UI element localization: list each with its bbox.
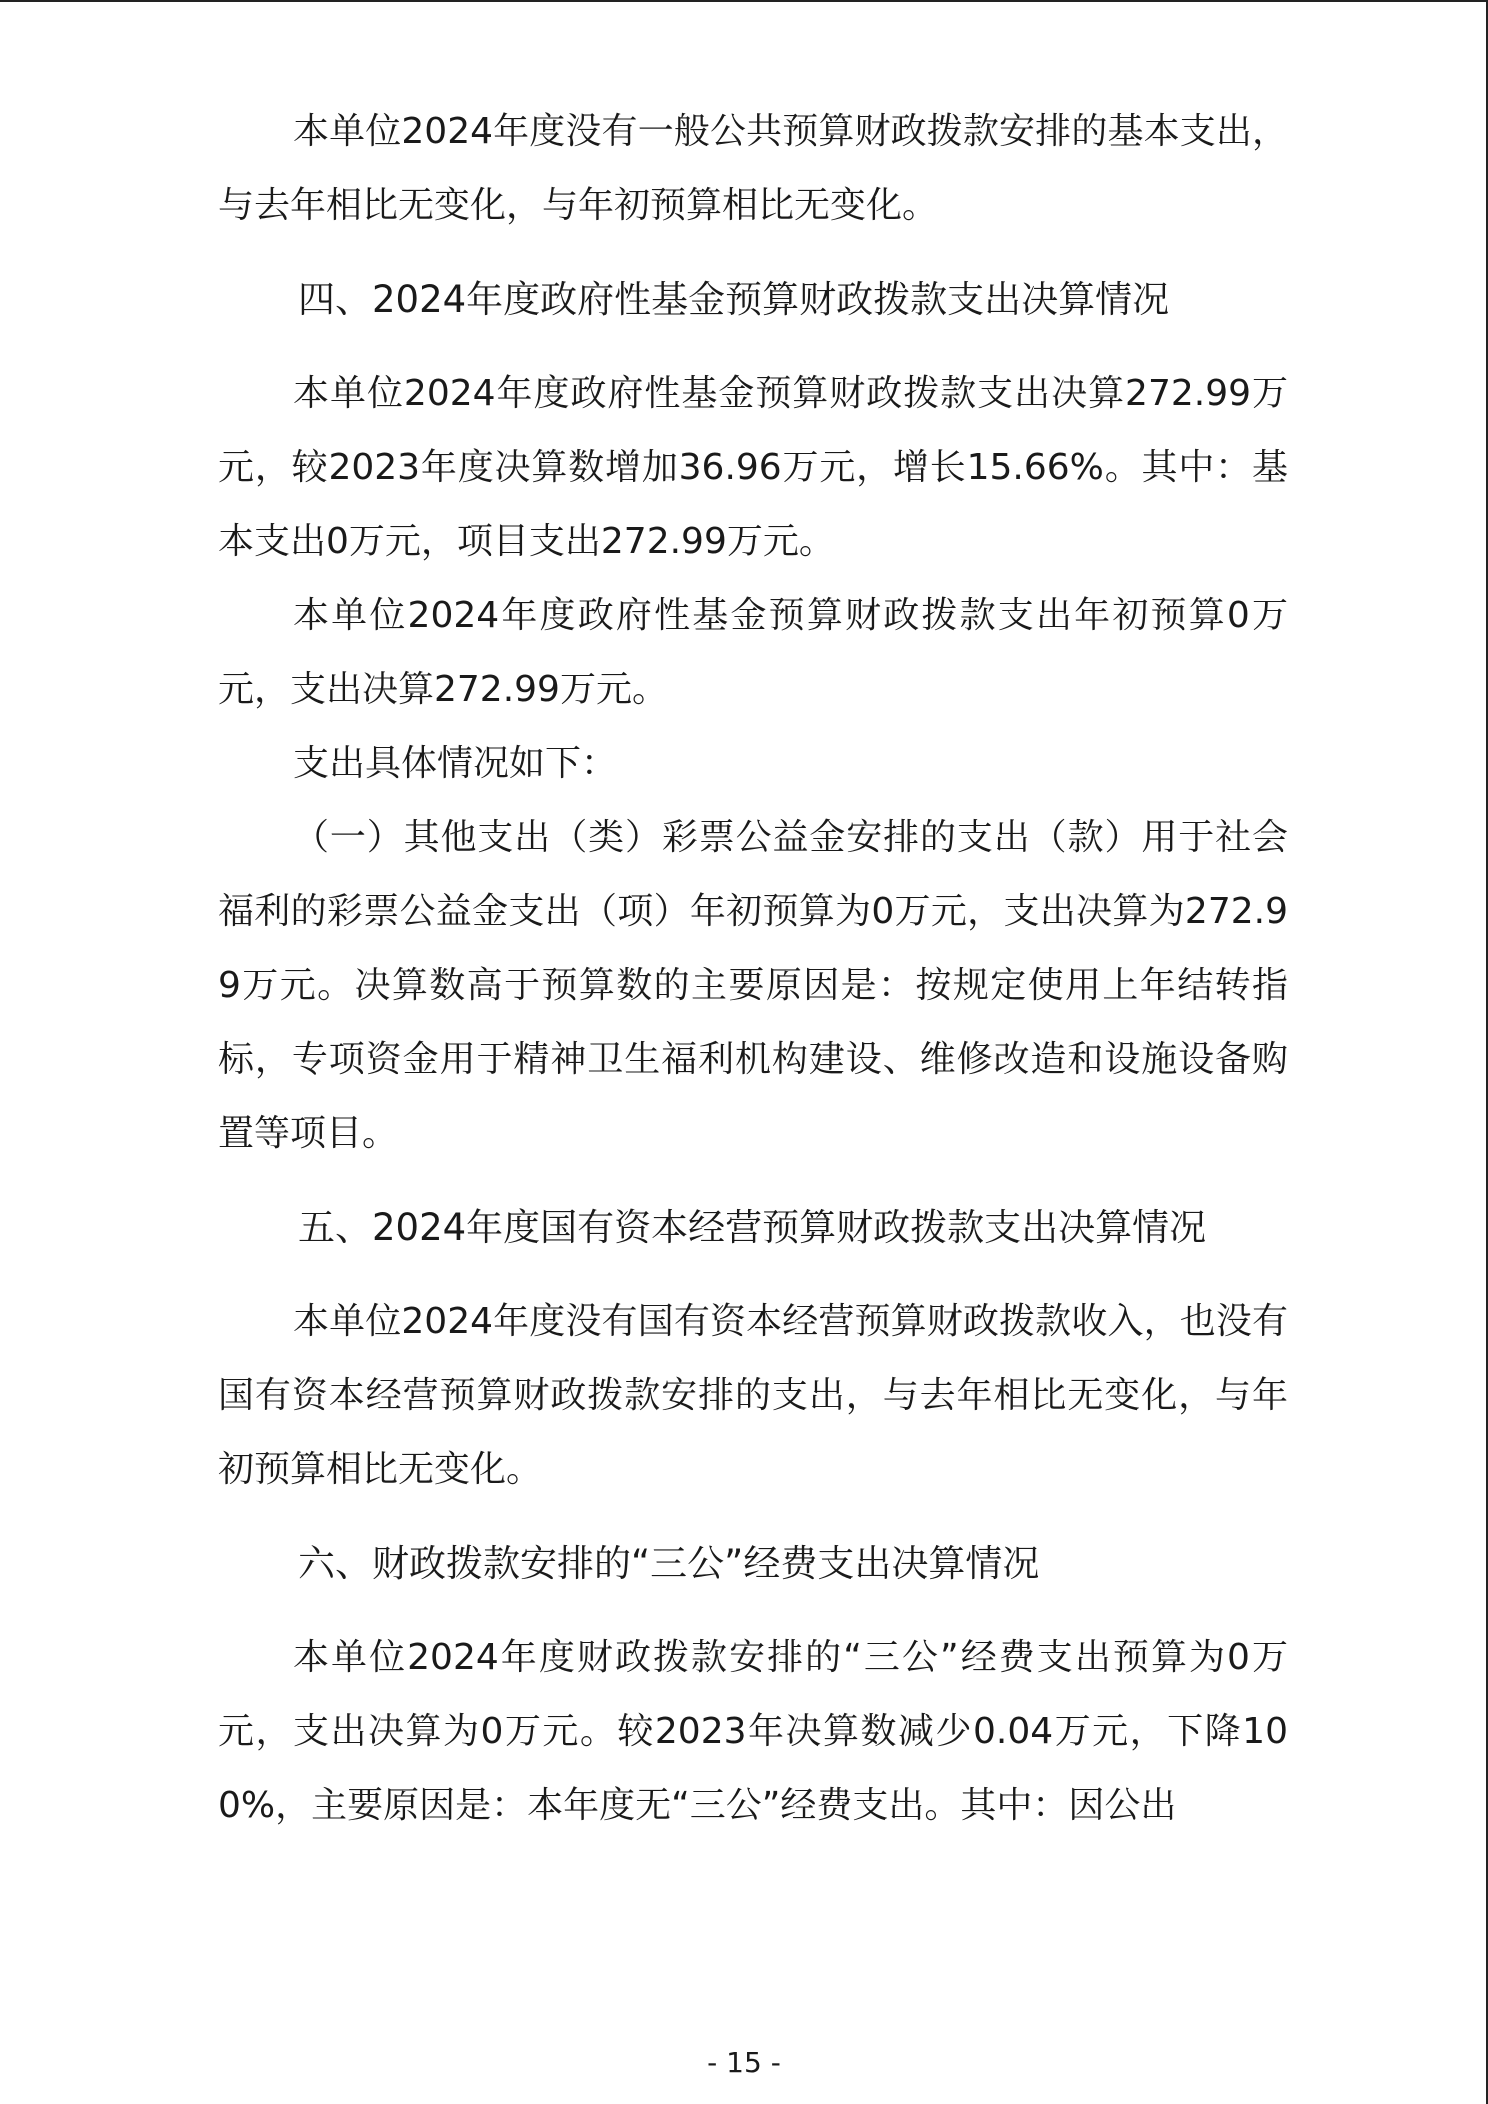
paragraph-general-budget: 本单位2024年度没有一般公共预算财政拨款安排的基本支出，与去年相比无变化，与年初预算相比无变化。 (218, 111, 1288, 226)
heading-section-5: 五、2024年度国有资本经营预算财政拨款支出决算情况 (298, 1206, 1207, 1249)
document-body (218, 95, 1288, 1843)
page-number: - 15 - (707, 2046, 781, 2079)
paragraph-fund-budget-total: 本单位2024年度政府性基金预算财政拨款支出决算272.99万元，较2023年度决算数增加36.96万元，增长15.66%。其中：基本支出0万元，项目支出272.99万元。 (218, 373, 1288, 562)
page-border-top (0, 0, 1488, 2)
paragraph-expense-details-intro: 支出具体情况如下： (293, 743, 618, 784)
paragraph-state-capital: 本单位2024年度没有国有资本经营预算财政拨款收入，也没有国有资本经营预算财政拨款安排的支出，与去年相比无变化，与年初预算相比无变化。 (218, 1301, 1288, 1490)
paragraph-fund-budget-initial: 本单位2024年度政府性基金预算财政拨款支出年初预算0万元，支出决算272.99万元。 (218, 595, 1288, 710)
paragraph-lottery-fund: （一）其他支出（类）彩票公益金安排的支出（款）用于社会福利的彩票公益金支出（项）年初预算为0万元，支出决算为272.99万元。决算数高于预算数的主要原因是：按规定使用上年结转指标，专项资金用于精神卫生福利机构建设、维修改造和设施设备购置等项目。 (218, 817, 1288, 1154)
heading-section-6: 六、财政拨款安排的“三公”经费支出决算情况 (298, 1542, 1040, 1585)
paragraph-three-public-expenses: 本单位2024年度财政拨款安排的“三公”经费支出预算为0万元，支出决算为0万元。较2023年决算数减少0.04万元，下降100%，主要原因是：本年度无“三公”经费支出。其中：因公出 (218, 1637, 1288, 1826)
heading-section-4: 四、2024年度政府性基金预算财政拨款支出决算情况 (298, 278, 1170, 321)
